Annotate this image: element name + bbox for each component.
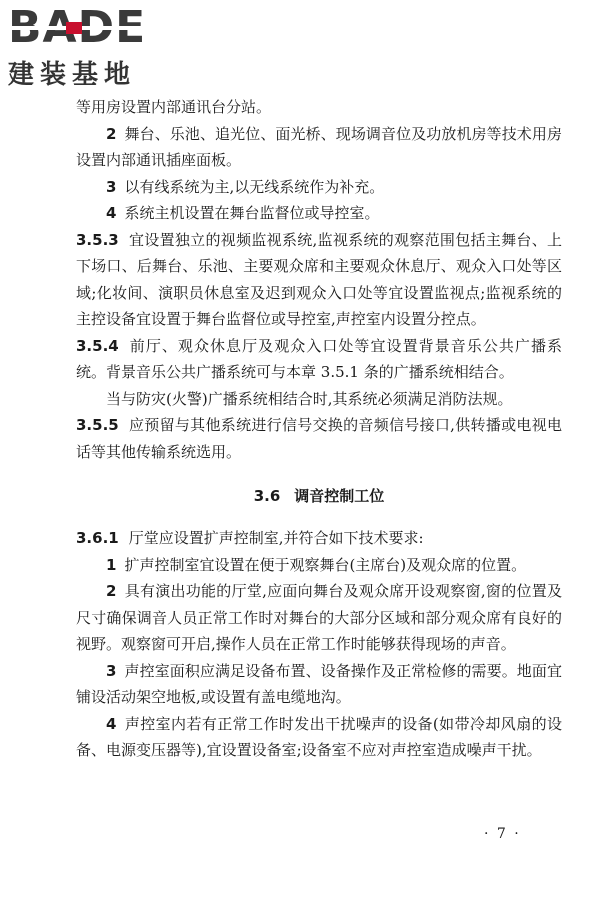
clause	[76, 525, 562, 552]
item-number: 4	[106, 714, 117, 733]
list-item	[76, 200, 562, 227]
list-item	[76, 658, 562, 711]
list-item	[76, 552, 562, 579]
item-text: 系统主机设置在舞台监督位或导控室。	[124, 204, 380, 222]
item-text: 声控室内若有正常工作时发出干扰噪声的设备(如带冷却风扇的设备、电源变压器等),宜设置设备室;设备室不应对声控室造成噪声干扰。	[76, 714, 562, 759]
section-heading	[76, 483, 562, 509]
clause-number: 3.5.3	[76, 230, 119, 249]
item-text: 扩声控制室宜设置在便于观察舞台(主席台)及观众席的位置。	[124, 555, 527, 574]
paragraph-continuation: 等用房设置内部通讯台分站。	[76, 98, 272, 116]
logo	[8, 6, 178, 91]
item-number: 2	[106, 582, 117, 600]
clause-continuation: 当与防灾(火警)广播系统相结合时,其系统必须满足消防法规。	[106, 389, 513, 408]
clause-text: 应预留与其他系统进行信号交换的音频信号接口,供转播或电视电话等其他传输系统选用。	[76, 416, 562, 461]
item-number: 3	[106, 661, 117, 680]
document-body	[76, 94, 562, 764]
logo-stripe	[8, 26, 168, 30]
list-item	[76, 711, 562, 764]
clause	[76, 412, 562, 465]
clause	[76, 227, 562, 333]
logo-accent-mark	[66, 22, 82, 34]
item-text: 具有演出功能的厅堂,应面向舞台及观众席开设观察窗,窗的位置及尺寸确保调音人员正常工作时对舞台的大部分区域和部分观众席有良好的视野。观察窗可开启,操作人员在正常工作时能够获得现场的声音。	[76, 582, 562, 653]
clause-number: 3.5.5	[76, 416, 119, 434]
item-text: 声控室面积应满足设备布置、设备操作及正常检修的需要。地面宜铺设活动架空地板,或设置有盖电缆地沟。	[76, 661, 562, 706]
list-item	[76, 174, 562, 201]
clause-number: 3.6.1	[76, 529, 119, 547]
item-number: 1	[106, 555, 117, 574]
item-number: 4	[106, 204, 117, 222]
section-title: 调音控制工位	[294, 487, 385, 505]
item-text: 以有线系统为主,以无线系统作为补充。	[124, 177, 385, 196]
item-text: 舞台、乐池、追光位、面光桥、现场调音位及功放机房等技术用房设置内部通讯插座面板。	[76, 124, 562, 169]
page-number: · 7 ·	[484, 826, 521, 842]
clause-text: 厅堂应设置扩声控制室,并符合如下技术要求:	[128, 529, 424, 547]
list-item	[76, 578, 562, 658]
list-item	[76, 121, 562, 174]
clause-number: 3.5.4	[76, 336, 119, 355]
item-number: 2	[106, 124, 117, 143]
section-number: 3.6	[253, 487, 281, 505]
clause-text: 前厅、观众休息厅及观众入口处等宜设置背景音乐公共广播系统。背景音乐公共广播系统可与本章 3.5.1 条的广播系统相结合。	[76, 336, 562, 381]
clause-text: 宜设置独立的视频监视系统,监视系统的观察范围包括主舞台、上下场口、后舞台、乐池、主要观众席和主要观众休息厅、观众入口处等区域;化妆间、演职员休息室及迟到观众入口处等宜设置监视点;监视系统的主控设备宜设置于舞台监督位或导控室,声控室内设置分控点。	[76, 230, 562, 328]
logo-wordmark	[8, 6, 178, 50]
clause	[76, 333, 562, 386]
item-number: 3	[106, 177, 117, 196]
logo-subtitle: 建装基地	[8, 60, 137, 90]
